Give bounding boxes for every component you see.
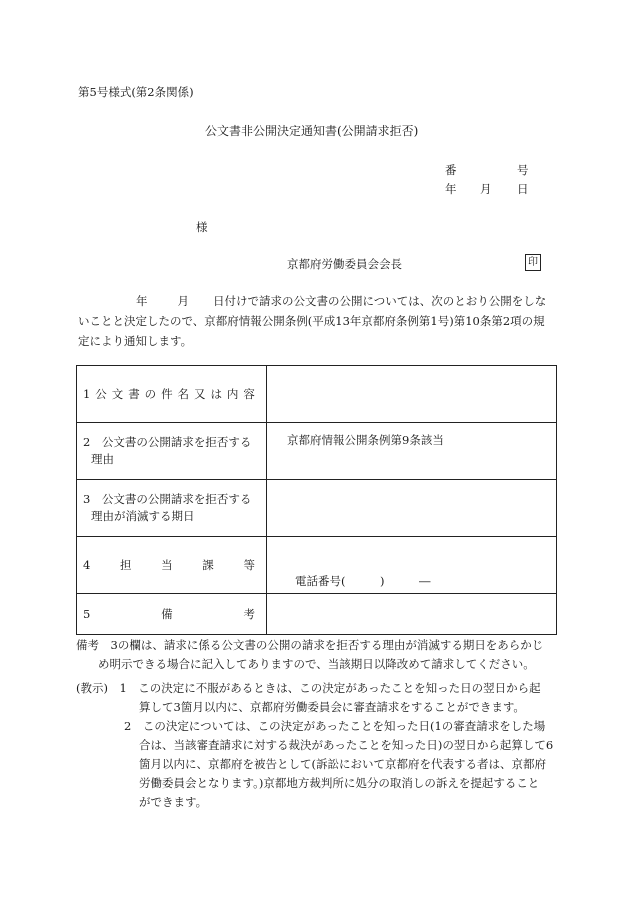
date-day: 日 [517,182,529,196]
table-row [77,480,557,537]
row3-label: 3 公文書の公開請求を拒否する 理由が消滅する期日 [77,480,267,537]
instruction-2-line1: 2 この決定については、この決定があったことを知った日(1の審査請求をした場 [124,719,546,733]
table-row [77,594,557,635]
table-row [77,366,557,423]
recipient-honorific: 様 [196,220,208,234]
seal-mark: 印 [525,254,541,271]
table-row [77,423,557,480]
row1-label: 1 公 文 書 の 件 名 又 は 内 容 [77,366,267,423]
phone-number-field: 電話番号( ) ― [295,574,431,588]
body-year: 年 [136,294,148,308]
instruction-2-line5: ができます。 [139,795,208,809]
remarks-line1: 備考 3の欄は、請求に係る公文書の公開の請求を拒否する理由が消滅する期日をあらかじ [76,638,544,652]
row4-value [267,537,557,594]
row1-value [267,366,557,423]
row5-value [267,594,557,635]
instructions [76,679,556,812]
row4-label: 4 担 当 課 等 [77,537,267,594]
body-line3: 定により通知します。 [78,334,193,348]
number-label-go: 号 [517,163,529,177]
instruction-2-line3: 箇月以内に、京都府を被告として(訴訟において京都府を代表する者は、京都府 [139,757,546,771]
number-label-ban: 番 [445,163,457,177]
remarks [76,636,556,674]
instruction-2-line2: 合は、当該審査請求に対する裁決があったことを知った日)の翌日から起算して6 [139,738,554,752]
date-year: 年 [445,182,457,196]
instruction-1-line1: (教示) 1 この決定に不服があるときは、この決定があったことを知った日の翌日から起 [76,681,541,695]
instruction-1-line2: 算して3箇月以内に、京都府労働委員会に審査請求をすることができます。 [139,700,525,714]
table-row [77,537,557,594]
remarks-line2: め明示できる場合に記入してありますので、当該期日以降改めて請求してください。 [98,657,535,671]
body-month: 月 [177,294,189,308]
row2-label: 2 公文書の公開請求を拒否する 理由 [77,423,267,480]
decision-table [76,365,557,635]
reason-text: 京都府情報公開条例第9条該当 [287,433,444,447]
row3-value [267,480,557,537]
date-month: 月 [480,182,492,196]
form-number: 第5号様式(第2条関係) [78,85,194,99]
document-title: 公文書非公開決定通知書(公開請求拒否) [205,124,419,138]
row2-value [267,423,557,480]
body-line2: いことと決定したので、京都府情報公開条例(平成13年京都府条例第1号)第10条第2項の規 [78,314,545,328]
issuer-name: 京都府労働委員会会長 [287,257,402,271]
notice-body [78,291,558,351]
instruction-2-line4: 労働委員会となります。)京都地方裁判所に処分の取消しの訴えを提起すること [139,776,540,790]
body-line1: 日付けで請求の公文書の公開については、次のとおり公開をしな [213,294,547,308]
row5-label: 5 備 考 [77,594,267,635]
